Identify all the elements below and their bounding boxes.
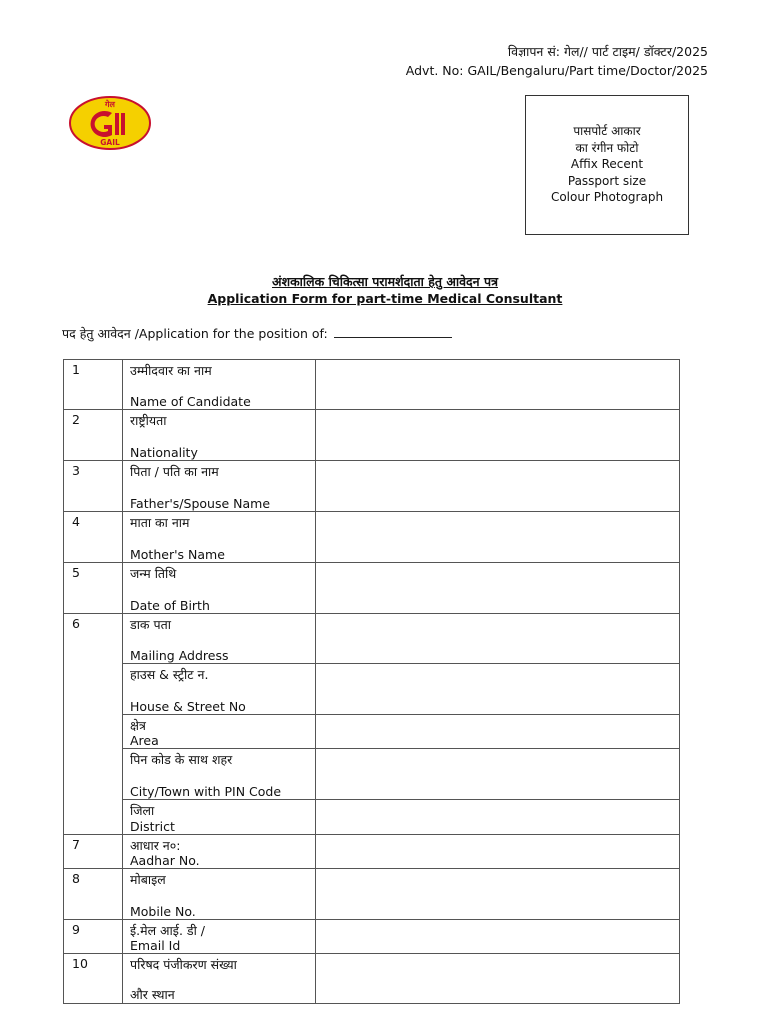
application-table — [63, 359, 680, 1004]
table-row — [64, 563, 680, 614]
table-row — [64, 360, 680, 410]
row-value-field[interactable] — [316, 664, 680, 715]
row-value-field[interactable] — [316, 749, 680, 800]
row-label: पिन कोड के साथ शहर City/Town with PIN Code — [123, 749, 316, 800]
row-label: जन्म तिथि Date of Birth — [123, 563, 316, 614]
row-number: 10 — [64, 954, 123, 1004]
table-row — [64, 749, 680, 800]
row-number: 4 — [64, 512, 123, 563]
advt-number-english: Advt. No: GAIL/Bengaluru/Part time/Doctor/2025 — [405, 63, 708, 78]
row-number: 7 — [64, 835, 123, 869]
position-blank-field[interactable] — [334, 327, 452, 338]
row-value-field[interactable] — [316, 715, 680, 749]
table-row — [64, 954, 680, 1004]
table-row — [64, 800, 680, 835]
row-value-field[interactable] — [316, 563, 680, 614]
photo-line-3: Affix Recent — [570, 157, 644, 171]
photo-line-1: पासपोर्ट आकार — [573, 124, 641, 138]
row-value-field[interactable] — [316, 410, 680, 461]
row-value-field[interactable] — [316, 920, 680, 954]
row-number: 2 — [64, 410, 123, 461]
row-label: आधार न०: Aadhar No. — [123, 835, 316, 869]
row-label: माता का नाम Mother's Name — [123, 512, 316, 563]
row-label: डाक पता Mailing Address — [123, 614, 316, 664]
table-row — [64, 869, 680, 920]
photo-line-5: Colour Photograph — [550, 190, 664, 204]
table-row — [64, 410, 680, 461]
position-label: पद हेतु आवेदन /Application for the position of: — [62, 326, 328, 341]
form-title-english: Application Form for part-time Medical Consultant — [207, 291, 563, 306]
row-value-field[interactable] — [316, 869, 680, 920]
logo-bottom-text: GAIL — [100, 138, 120, 147]
row-value-field[interactable] — [316, 800, 680, 835]
row-number: 3 — [64, 461, 123, 512]
logo-top-text: गेल — [105, 100, 115, 109]
photo-box[interactable] — [525, 95, 689, 235]
row-label: क्षेत्र Area — [123, 715, 316, 749]
row-label: उम्मीदवार का नाम Name of Candidate — [123, 360, 316, 410]
row-value-field[interactable] — [316, 835, 680, 869]
table-row — [64, 461, 680, 512]
photo-line-2: का रंगीन फोटो — [575, 140, 639, 155]
advt-number-hindi: विज्ञापन सं: गेल// पार्ट टाइम/ डॉक्टर/2025 — [507, 44, 708, 59]
table-row — [64, 512, 680, 563]
row-number: 6 — [64, 614, 123, 835]
row-number: 8 — [64, 869, 123, 920]
row-value-field[interactable] — [316, 461, 680, 512]
row-label: ई.मेल आई. डी / Email Id — [123, 920, 316, 954]
row-label: पिता / पति का नाम Father's/Spouse Name — [123, 461, 316, 512]
row-label: जिला District — [123, 800, 316, 835]
row-value-field[interactable] — [316, 614, 680, 664]
row-number: 5 — [64, 563, 123, 614]
row-label: हाउस & स्ट्रीट न. House & Street No — [123, 664, 316, 715]
row-value-field[interactable] — [316, 954, 680, 1004]
table-row — [64, 614, 680, 664]
row-number: 9 — [64, 920, 123, 954]
form-title-hindi: अंशकालिक चिकित्सा परामर्शदाता हेतु आवेदन पत्र — [272, 274, 498, 289]
table-row — [64, 664, 680, 715]
row-number: 1 — [64, 360, 123, 410]
row-value-field[interactable] — [316, 512, 680, 563]
photo-line-4: Passport size — [567, 173, 647, 188]
row-label: मोबाइल Mobile No. — [123, 869, 316, 920]
gail-logo — [68, 95, 152, 151]
position-line — [62, 325, 452, 342]
row-value-field[interactable] — [316, 360, 680, 410]
table-row — [64, 835, 680, 869]
table-row — [64, 920, 680, 954]
table-row — [64, 715, 680, 749]
row-label: राष्ट्रीयता Nationality — [123, 410, 316, 461]
row-label: परिषद पंजीकरण संख्या और स्थान — [123, 954, 316, 1004]
